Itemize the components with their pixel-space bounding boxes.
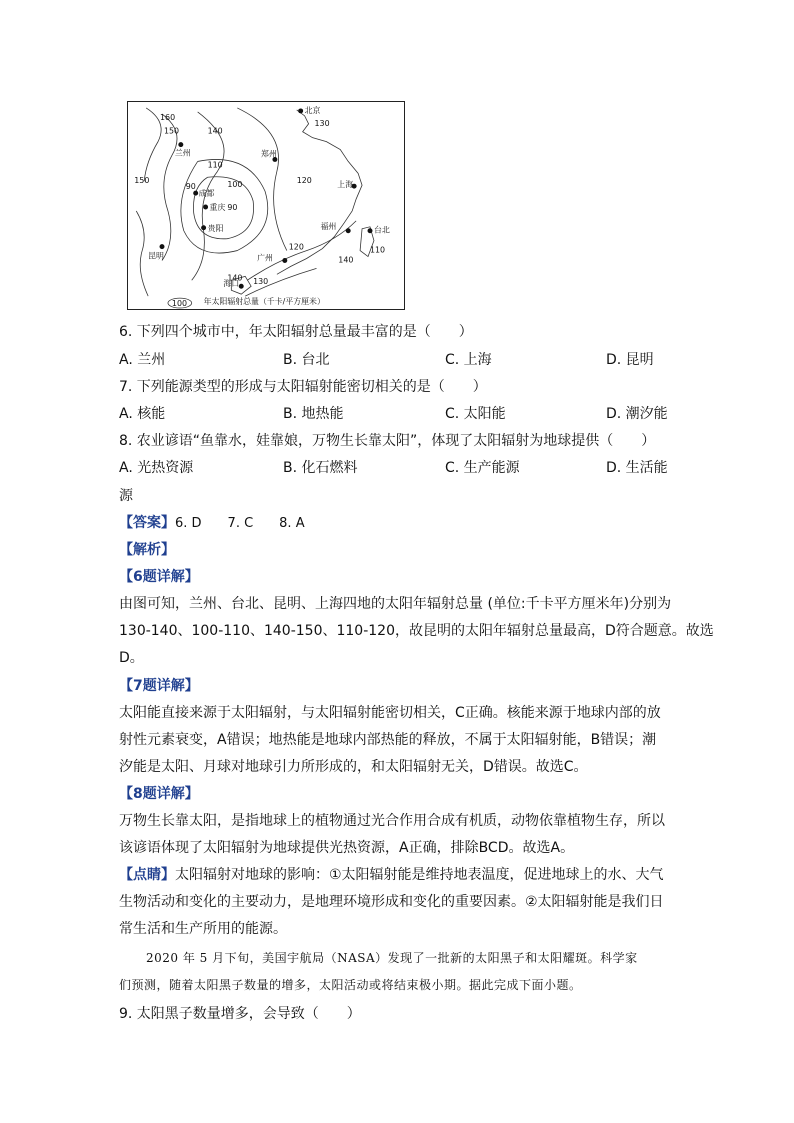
q7-option-a[interactable]: A. 核能 bbox=[119, 406, 166, 422]
city-label-beijing: 北京 bbox=[304, 105, 321, 115]
isoline-value: 120 bbox=[296, 176, 312, 186]
solar-radiation-map bbox=[127, 101, 405, 310]
detail-7-line-3: 汐能是太阳、月球对地球引力所形成的，和太阳辐射无关，D错误。故选C。 bbox=[119, 759, 588, 775]
city-label-kunming: 昆明 bbox=[148, 251, 164, 261]
isoline-value: 140 bbox=[227, 273, 243, 283]
q7-option-b[interactable]: B. 地热能 bbox=[283, 406, 344, 422]
isoline-value: 110 bbox=[207, 160, 223, 170]
isoline-value: 90 bbox=[185, 182, 196, 192]
question-7-stem: 7. 下列能源类型的形成与太阳辐射能密切相关的是（ ） bbox=[119, 379, 487, 395]
detail-7-line-1: 太阳能直接来源于太阳辐射，与太阳辐射能密切相关，C正确。核能来源于地球内部的放 bbox=[119, 705, 661, 721]
isoline-value: 140 bbox=[338, 255, 354, 265]
city-label-fuzhou: 福州 bbox=[320, 221, 337, 231]
city-label-chengdu: 成都 bbox=[198, 189, 215, 199]
map-drawing bbox=[128, 102, 404, 309]
note-line-1 bbox=[119, 862, 664, 889]
isoline bbox=[136, 211, 148, 296]
city-label-shanghai: 上海 bbox=[337, 180, 354, 190]
city-label-lanzhou: 兰州 bbox=[174, 148, 191, 158]
city-dot-lanzhou bbox=[178, 142, 183, 147]
q8-option-c[interactable]: C. 生产能源 bbox=[445, 460, 520, 476]
q8-option-d-continued: 源 bbox=[119, 488, 133, 504]
isoline-value: 150 bbox=[134, 176, 150, 186]
city-dot-taibei bbox=[368, 228, 373, 233]
detail-7-tag: 【7题详解】 bbox=[119, 678, 199, 694]
isoline bbox=[162, 114, 180, 261]
detail-6-line-2: 130-140、100-110、140-150、110-120，故昆明的太阳年辐射总量最高，D符合题意。故选 bbox=[119, 623, 714, 639]
legend-text: 年太阳辐射总量（千卡/平方厘米） bbox=[203, 297, 325, 307]
detail-6-line-1: 由图可知，兰州、台北、昆明、上海四地的太阳年辐射总量 (单位:千卡平方厘米年)分别为 bbox=[119, 596, 672, 612]
q7-option-d[interactable]: D. 潮汐能 bbox=[606, 406, 668, 422]
city-dot-guiyang bbox=[201, 225, 206, 230]
detail-6-tag: 【6题详解】 bbox=[119, 569, 199, 585]
detail-8-tag: 【8题详解】 bbox=[119, 786, 199, 802]
detail-6-line-3: D。 bbox=[119, 650, 144, 666]
question-6-stem: 6. 下列四个城市中，年太阳辐射总量最丰富的是（ ） bbox=[119, 324, 473, 340]
q6-option-c[interactable]: C. 上海 bbox=[445, 352, 492, 368]
question-9-stem: 9. 太阳黑子数量增多，会导致（ ） bbox=[119, 1006, 361, 1022]
city-label-guangzhou: 广州 bbox=[257, 253, 273, 263]
city-dot-haikou bbox=[239, 284, 244, 289]
detail-8-line-2: 该谚语体现了太阳辐射为地球提供光热资源，A正确，排除BCD。故选A。 bbox=[119, 840, 575, 856]
city-label-zhengzhou: 郑州 bbox=[261, 149, 277, 159]
isoline-value: 150 bbox=[163, 126, 180, 136]
isoline-value: 90 bbox=[227, 202, 238, 212]
isoline-value: 160 bbox=[160, 112, 176, 122]
q6-option-b[interactable]: B. 台北 bbox=[283, 352, 330, 368]
isoline bbox=[144, 108, 161, 181]
city-dot-guangzhou bbox=[282, 258, 287, 263]
isoline-value: 120 bbox=[288, 242, 304, 252]
city-dot-kunming bbox=[160, 244, 165, 249]
passage-line-2: 们预测，随着太阳黑子数量的增多，太阳活动或将结束极小期。据此完成下面小题。 bbox=[119, 978, 582, 992]
city-dot-fuzhou bbox=[346, 228, 351, 233]
isoline-value: 100 bbox=[227, 180, 243, 190]
city-dot-beijing bbox=[298, 108, 303, 113]
q8-option-a[interactable]: A. 光热资源 bbox=[119, 460, 194, 476]
q7-option-c[interactable]: C. 太阳能 bbox=[445, 406, 506, 422]
q6-option-d[interactable]: D. 昆明 bbox=[606, 352, 654, 368]
city-label-haikou: 海口 bbox=[223, 279, 240, 289]
answer-row bbox=[119, 512, 305, 532]
isoline-value: 110 bbox=[369, 245, 386, 255]
analysis-tag: 【解析】 bbox=[119, 542, 175, 558]
legend-value: 100 bbox=[171, 299, 188, 309]
city-label-taibei: 台北 bbox=[373, 225, 390, 235]
answer-tag: 【答案】 bbox=[119, 515, 175, 531]
question-8-stem: 8. 农业谚语“鱼靠水，娃靠娘，万物生长靠太阳”，体现了太阳辐射为地球提供（ ） bbox=[119, 433, 656, 449]
q6-option-a[interactable]: A. 兰州 bbox=[119, 352, 166, 368]
detail-7-line-2: 射性元素衰变，A错误；地热能是地球内部热能的释放，不属于太阳辐射能，B错误；潮 bbox=[119, 732, 657, 748]
note-line-2: 生物活动和变化的主要动力，是地理环境形成和变化的重要因素。②太阳辐射能是我们日 bbox=[119, 894, 664, 910]
city-dot-chengdu bbox=[193, 191, 198, 196]
note-line-3: 常生活和生产所用的能源。 bbox=[119, 921, 287, 937]
city-label-guiyang: 贵阳 bbox=[207, 223, 224, 233]
isoline-value: 130 bbox=[314, 118, 330, 128]
passage-line-1: 2020 年 5 月下旬，美国宇航局（NASA）发现了一批新的太阳黑子和太阳耀斑。科学家 bbox=[146, 951, 638, 965]
city-label-chongqing: 重庆 bbox=[209, 202, 226, 212]
isoline-value: 130 bbox=[253, 277, 269, 287]
detail-8-line-1: 万物生长靠太阳，是指地球上的植物通过光合作用合成有机质，动物依靠植物生存，所以 bbox=[119, 813, 665, 829]
city-dot-chongqing bbox=[203, 205, 208, 210]
q8-option-d[interactable]: D. 生活能 bbox=[606, 460, 668, 476]
q8-option-b[interactable]: B. 化石燃料 bbox=[283, 460, 358, 476]
answer-text: 6. D 7. C 8. A bbox=[175, 516, 305, 531]
note-tag: 【点睛】 bbox=[119, 867, 175, 883]
isoline-value: 140 bbox=[207, 126, 223, 136]
note-text-1: 太阳辐射对地球的影响：①太阳辐射能是维持地表温度，促进地球上的水、大气 bbox=[175, 867, 664, 883]
